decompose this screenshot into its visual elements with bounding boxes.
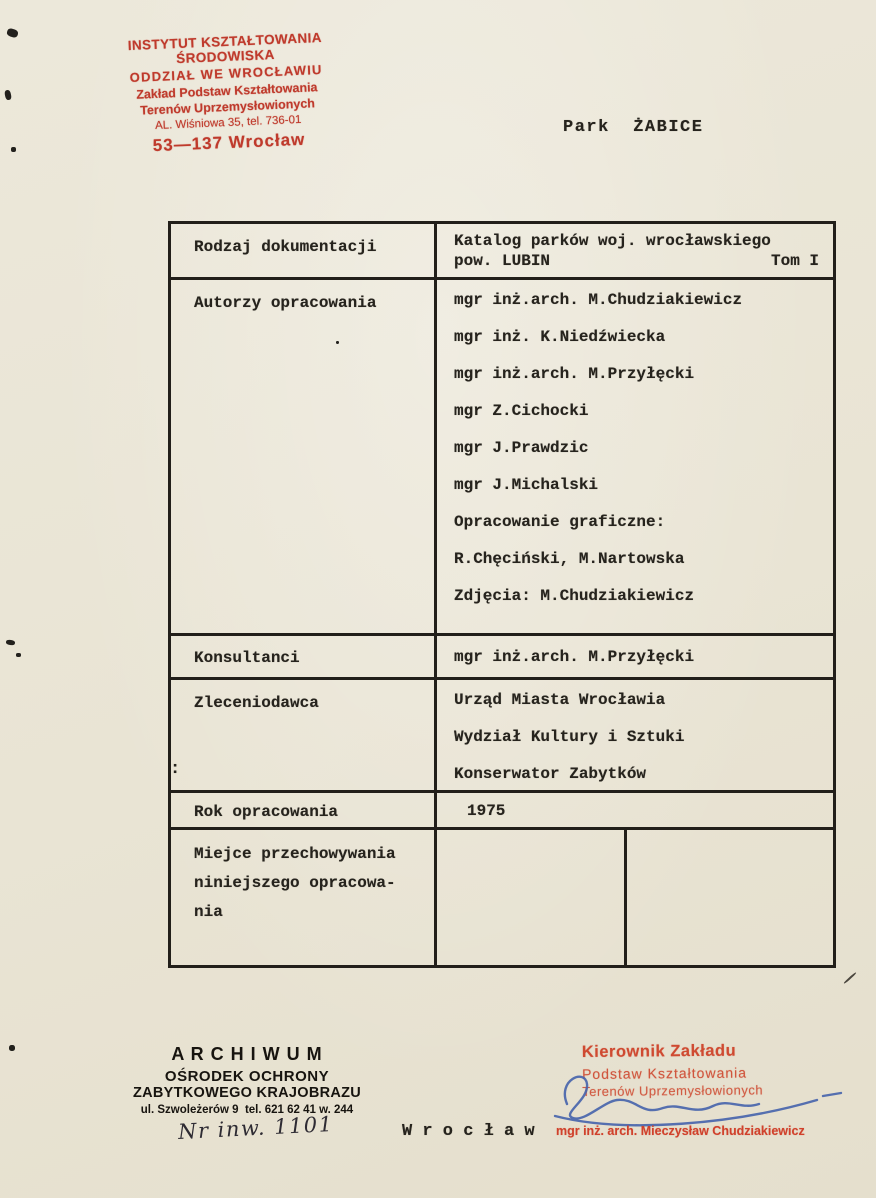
scan-speck — [6, 639, 16, 645]
signature-ink — [545, 1060, 845, 1132]
author-line: mgr inż. K.Niedźwiecka — [454, 328, 666, 346]
archive-stamp-line: ZABYTKOWEGO KRAJOBRAZU — [132, 1085, 362, 1101]
table-row-rok-opracowania — [171, 790, 833, 827]
institute-stamp-line: Terenów Uprzemysłowionych — [139, 96, 316, 118]
value-line — [454, 251, 823, 271]
row-value — [437, 680, 833, 790]
institute-stamp-line: ODDZIAŁ WE WROCŁAWIU — [129, 61, 323, 86]
row-value — [437, 224, 833, 277]
author-line: Zdjęcia: M.Chudziakiewicz — [454, 587, 695, 605]
row-value: mgr inż.arch. M.Przyłęcki — [454, 648, 695, 666]
table-row-zleceniodawca — [171, 677, 833, 790]
scan-speck — [9, 1045, 15, 1051]
handwritten-inventory-number: Nr inw. 1101 — [177, 1111, 335, 1145]
institute-stamp-line: AL. Wiśniowa 35, tel. 736-01 — [154, 113, 302, 133]
author-line: R.Chęciński, M.Nartowska — [454, 550, 685, 568]
author-line: mgr J.Michalski — [454, 476, 599, 494]
institute-stamp — [94, 29, 361, 159]
director-stamp-line: Kierownik Zakładu — [581, 1041, 737, 1062]
scan-speck — [6, 27, 19, 38]
author-line: mgr Z.Cichocki — [454, 402, 589, 420]
row-label — [171, 830, 437, 965]
row-label: Autorzy opracowania — [171, 280, 437, 633]
stray-colon-mark: : — [170, 760, 181, 779]
value-tom: Tom I — [770, 252, 819, 270]
author-line: mgr inż.arch. M.Chudziakiewicz — [454, 291, 743, 309]
label-line: nia — [194, 903, 223, 921]
client-line: Konserwator Zabytków — [454, 765, 647, 783]
archive-stamp-address: ul. Szwoleżerów 9 tel. 621 62 41 w. 244 — [140, 1104, 354, 1116]
row-value-year: 1975 — [467, 802, 506, 820]
author-line: mgr inż.arch. M.Przyłęcki — [454, 365, 695, 383]
institute-stamp-line: Zakład Podstaw Kształtowania — [136, 80, 318, 102]
director-stamp-line: Terenów Uprzemysłowionych — [582, 1082, 764, 1100]
archive-stamp-line: OŚRODEK OCHRONY — [164, 1068, 330, 1085]
scan-speck — [11, 147, 16, 152]
label-line: niniejszego opracowa- — [194, 874, 396, 892]
scan-speck — [843, 972, 856, 984]
table-row-autorzy — [171, 277, 833, 633]
archive-stamp-line: A R C H I W U M — [171, 1044, 323, 1064]
value-powiat: pow. LUBIN — [454, 252, 551, 270]
label-line: Miejce przechowywania — [194, 845, 396, 863]
archive-stamp — [128, 1044, 366, 1116]
document-title: Park ŻABICE — [563, 118, 704, 137]
value-line: Katalog parków woj. wrocławskiego — [454, 232, 771, 250]
author-line: Opracowanie graficzne: — [454, 513, 666, 531]
author-line: mgr J.Prawdzic — [454, 439, 589, 457]
client-line: Wydział Kultury i Sztuki — [454, 728, 685, 746]
scan-speck — [16, 653, 21, 657]
row-value-empty — [437, 830, 833, 965]
row-label: Zleceniodawca — [171, 680, 437, 790]
client-line: Urząd Miasta Wrocławia — [454, 691, 666, 709]
director-stamp-line: Podstaw Kształtowania — [581, 1064, 748, 1083]
institute-stamp-line: INSTYTUT KSZTAŁTOWANIA ŚRODOWISKA — [127, 29, 323, 67]
empty-subcell — [437, 830, 627, 965]
row-label: Rok opracowania — [171, 793, 437, 827]
table-row-rodzaj-dokumentacji — [171, 224, 833, 277]
director-name: mgr inż. arch. Mieczysław Chudziakiewicz — [556, 1124, 805, 1138]
row-label: Konsultanci — [171, 636, 437, 677]
table-row-konsultanci — [171, 633, 833, 677]
institute-stamp-postcode: 53—137 Wrocław — [152, 129, 306, 156]
scan-speck — [4, 89, 12, 100]
row-label: Rodzaj dokumentacji — [171, 224, 437, 277]
typed-city-name: W r o c ł a w — [402, 1122, 535, 1141]
empty-subcell — [627, 830, 833, 965]
row-value — [437, 280, 833, 633]
catalog-card-table — [168, 221, 836, 968]
table-row-miejsce-przechowywania — [171, 827, 833, 965]
